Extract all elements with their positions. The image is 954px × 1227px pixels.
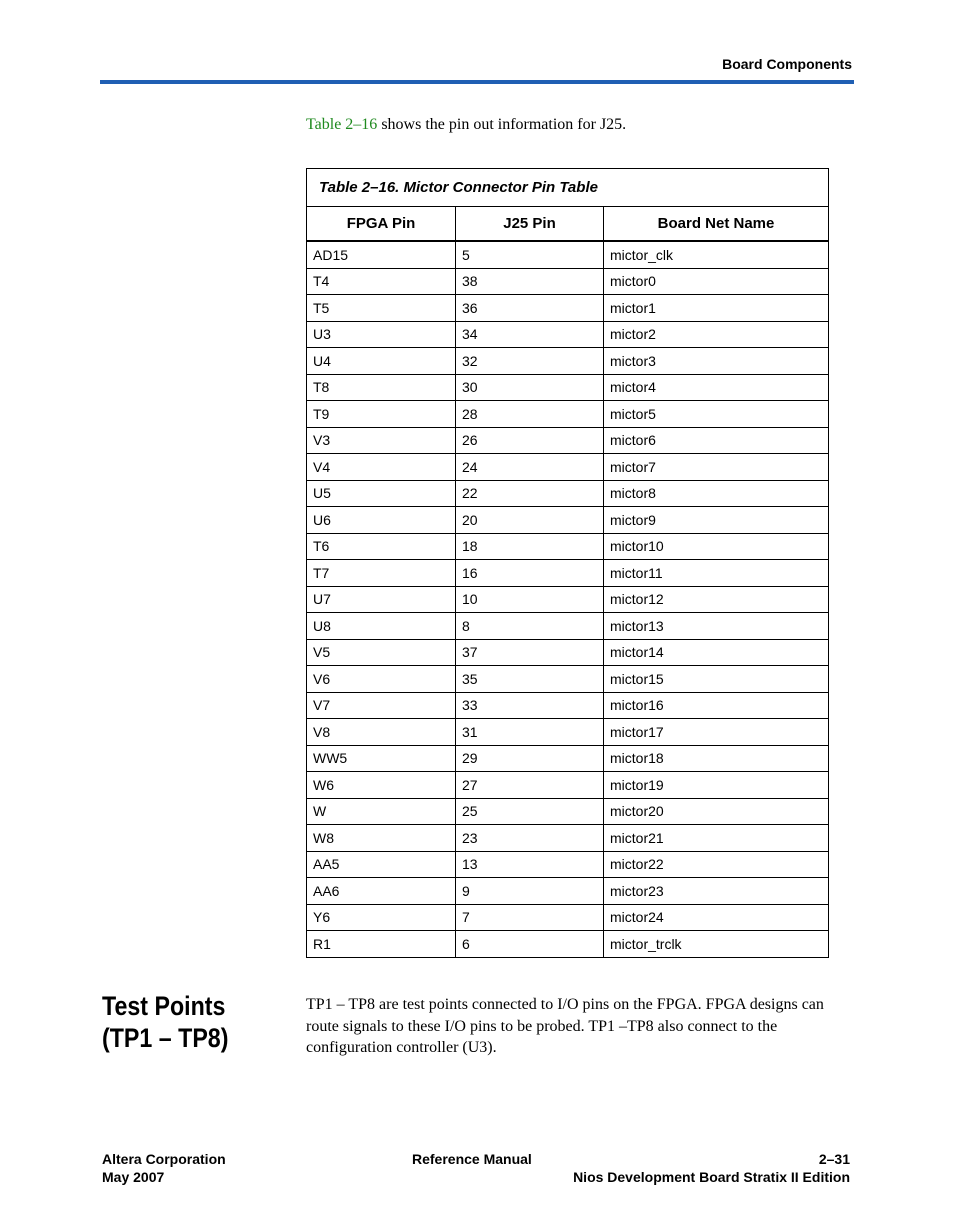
table-row (307, 904, 829, 931)
cell-fpga-pin: V8 (307, 719, 456, 746)
header-rule (100, 80, 854, 84)
column-header-fpga-pin: FPGA Pin (307, 207, 456, 242)
running-header-title: Board Components (722, 56, 852, 72)
cell-j25-pin: 34 (456, 321, 604, 348)
cell-fpga-pin: T8 (307, 374, 456, 401)
table-row (307, 798, 829, 825)
cell-j25-pin: 31 (456, 719, 604, 746)
cell-j25-pin: 6 (456, 931, 604, 958)
footer-doc-type: Reference Manual (412, 1151, 532, 1167)
cell-j25-pin: 20 (456, 507, 604, 534)
column-header-j25-pin: J25 Pin (456, 207, 604, 242)
cell-j25-pin: 37 (456, 639, 604, 666)
table-row (307, 241, 829, 268)
table-body (307, 241, 829, 957)
cell-board-net-name: mictor23 (604, 878, 829, 905)
table-row (307, 878, 829, 905)
cell-j25-pin: 23 (456, 825, 604, 852)
cell-fpga-pin: U4 (307, 348, 456, 375)
cell-board-net-name: mictor_trclk (604, 931, 829, 958)
cell-board-net-name: mictor12 (604, 586, 829, 613)
section-heading-line-1: Test Points (102, 991, 226, 1021)
cell-fpga-pin: T5 (307, 295, 456, 322)
cell-fpga-pin: U5 (307, 480, 456, 507)
cell-board-net-name: mictor9 (604, 507, 829, 534)
table-row (307, 560, 829, 587)
table-row (307, 268, 829, 295)
intro-paragraph (306, 116, 626, 134)
footer-center (412, 1150, 532, 1168)
cell-j25-pin: 24 (456, 454, 604, 481)
cell-board-net-name: mictor20 (604, 798, 829, 825)
cell-fpga-pin: W8 (307, 825, 456, 852)
cell-board-net-name: mictor10 (604, 533, 829, 560)
cell-board-net-name: mictor7 (604, 454, 829, 481)
cell-board-net-name: mictor24 (604, 904, 829, 931)
cell-board-net-name: mictor_clk (604, 241, 829, 268)
cell-fpga-pin: R1 (307, 931, 456, 958)
table-caption: Table 2–16. Mictor Connector Pin Table (307, 169, 829, 207)
cell-j25-pin: 33 (456, 692, 604, 719)
cell-fpga-pin: WW5 (307, 745, 456, 772)
cell-board-net-name: mictor13 (604, 613, 829, 640)
column-header-board-net-name: Board Net Name (604, 207, 829, 242)
cell-j25-pin: 26 (456, 427, 604, 454)
cell-j25-pin: 35 (456, 666, 604, 693)
cell-board-net-name: mictor15 (604, 666, 829, 693)
table-row (307, 851, 829, 878)
cell-j25-pin: 7 (456, 904, 604, 931)
cell-board-net-name: mictor16 (604, 692, 829, 719)
table-cross-reference-link[interactable]: Table 2–16 (306, 116, 378, 133)
section-heading-line-2: (TP1 – TP8) (102, 1023, 229, 1053)
cell-board-net-name: mictor1 (604, 295, 829, 322)
cell-board-net-name: mictor6 (604, 427, 829, 454)
table-row (307, 586, 829, 613)
cell-fpga-pin: U6 (307, 507, 456, 534)
cell-fpga-pin: T6 (307, 533, 456, 560)
intro-text: shows the pin out information for J25. (377, 116, 627, 133)
cell-j25-pin: 5 (456, 241, 604, 268)
table-row (307, 666, 829, 693)
table-row (307, 295, 829, 322)
cell-fpga-pin: AD15 (307, 241, 456, 268)
cell-j25-pin: 27 (456, 772, 604, 799)
cell-j25-pin: 18 (456, 533, 604, 560)
table-row (307, 427, 829, 454)
table-row (307, 931, 829, 958)
cell-board-net-name: mictor17 (604, 719, 829, 746)
cell-j25-pin: 8 (456, 613, 604, 640)
cell-board-net-name: mictor5 (604, 401, 829, 428)
footer-edition: Nios Development Board Stratix II Edition (573, 1169, 850, 1185)
cell-fpga-pin: T7 (307, 560, 456, 587)
table-row (307, 825, 829, 852)
table-row (307, 348, 829, 375)
cell-j25-pin: 38 (456, 268, 604, 295)
footer-company: Altera Corporation (102, 1151, 226, 1167)
table-row (307, 692, 829, 719)
cell-j25-pin: 29 (456, 745, 604, 772)
cell-board-net-name: mictor22 (604, 851, 829, 878)
cell-j25-pin: 9 (456, 878, 604, 905)
mictor-pin-table (306, 168, 829, 958)
cell-fpga-pin: V5 (307, 639, 456, 666)
cell-board-net-name: mictor21 (604, 825, 829, 852)
cell-board-net-name: mictor18 (604, 745, 829, 772)
footer-date: May 2007 (102, 1169, 165, 1185)
table-row (307, 507, 829, 534)
cell-fpga-pin: AA6 (307, 878, 456, 905)
footer-left (102, 1150, 226, 1186)
table-row (307, 454, 829, 481)
cell-j25-pin: 22 (456, 480, 604, 507)
table-row (307, 745, 829, 772)
cell-j25-pin: 13 (456, 851, 604, 878)
cell-fpga-pin: U3 (307, 321, 456, 348)
cell-board-net-name: mictor14 (604, 639, 829, 666)
table-row (307, 639, 829, 666)
cell-fpga-pin: V7 (307, 692, 456, 719)
cell-board-net-name: mictor11 (604, 560, 829, 587)
section-heading (102, 990, 228, 1054)
cell-fpga-pin: U7 (307, 586, 456, 613)
cell-fpga-pin: AA5 (307, 851, 456, 878)
cell-board-net-name: mictor2 (604, 321, 829, 348)
table-row (307, 533, 829, 560)
table-header-row (307, 207, 829, 242)
cell-board-net-name: mictor3 (604, 348, 829, 375)
table-row (307, 321, 829, 348)
cell-fpga-pin: W6 (307, 772, 456, 799)
table-row (307, 374, 829, 401)
cell-j25-pin: 32 (456, 348, 604, 375)
cell-fpga-pin: Y6 (307, 904, 456, 931)
section-body-paragraph: TP1 – TP8 are test points connected to I/O pins on the FPGA. FPGA designs can route signals to these I/O pins to be probed. TP1 –TP8 also connect to the configuration controller (U3). (306, 996, 824, 1056)
cell-j25-pin: 10 (456, 586, 604, 613)
cell-j25-pin: 30 (456, 374, 604, 401)
cell-fpga-pin: V3 (307, 427, 456, 454)
cell-j25-pin: 28 (456, 401, 604, 428)
cell-fpga-pin: U8 (307, 613, 456, 640)
footer-page-number: 2–31 (818, 1151, 850, 1167)
cell-board-net-name: mictor8 (604, 480, 829, 507)
cell-j25-pin: 25 (456, 798, 604, 825)
cell-j25-pin: 36 (456, 295, 604, 322)
table-row (307, 480, 829, 507)
cell-j25-pin: 16 (456, 560, 604, 587)
cell-fpga-pin: W (307, 798, 456, 825)
table-row (307, 613, 829, 640)
cell-board-net-name: mictor19 (604, 772, 829, 799)
table-row (307, 401, 829, 428)
cell-fpga-pin: T4 (307, 268, 456, 295)
table-row (307, 719, 829, 746)
footer-right (573, 1150, 850, 1186)
table-row (307, 772, 829, 799)
cell-fpga-pin: V4 (307, 454, 456, 481)
cell-fpga-pin: T9 (307, 401, 456, 428)
cell-board-net-name: mictor0 (604, 268, 829, 295)
cell-board-net-name: mictor4 (604, 374, 829, 401)
cell-fpga-pin: V6 (307, 666, 456, 693)
